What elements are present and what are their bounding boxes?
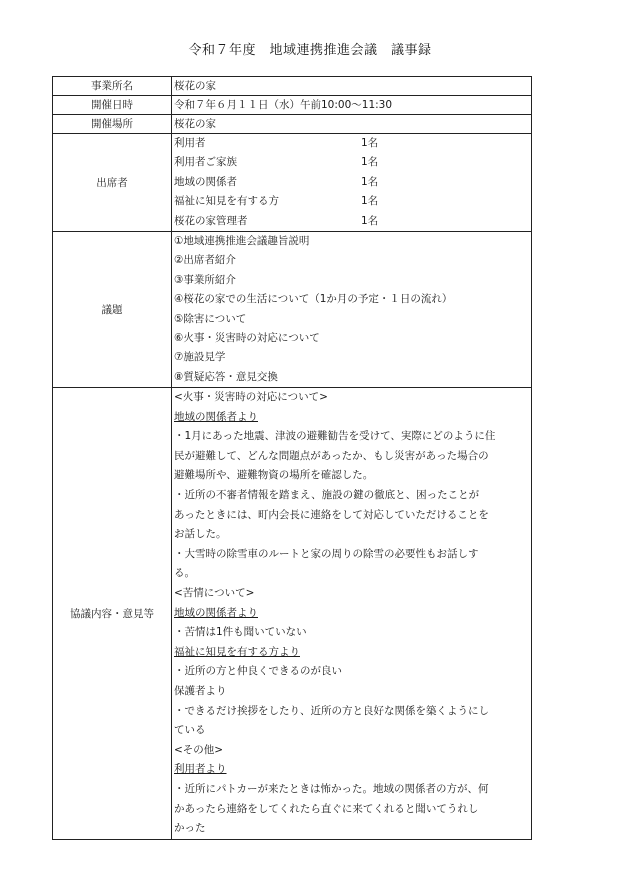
discussion-line: かった bbox=[174, 822, 206, 835]
discussion-line: ・苦情は1件も聞いていない bbox=[174, 626, 307, 639]
discussion-row bbox=[53, 388, 532, 840]
agenda-item: ④桜花の家での生活について（1か月の予定・１日の流れ） bbox=[174, 293, 453, 306]
agenda-label: 議題 bbox=[53, 231, 172, 387]
attendee-row bbox=[174, 192, 531, 211]
attendee-name: 地域の関係者 bbox=[174, 175, 237, 188]
office-row bbox=[53, 77, 532, 96]
attendee-count: 1名 bbox=[361, 137, 379, 149]
attendee-name: 利用者ご家族 bbox=[174, 156, 237, 169]
attendee-name: 桜花の家管理者 bbox=[174, 214, 248, 227]
date-value: 令和７年６月１１日（水）午前10:00～11:30 bbox=[172, 96, 532, 115]
document-title: 令和７年度 地域連携推進会議 議事録 bbox=[188, 43, 432, 58]
attendees-row bbox=[53, 134, 532, 232]
discussion-line: ている bbox=[174, 724, 206, 737]
agenda-item: ⑥火事・災害時の対応について bbox=[174, 331, 320, 344]
attendee-row bbox=[174, 212, 531, 231]
discussion-line: 民が避難して、どんな問題点があったか、もし災害があった場合の bbox=[174, 449, 489, 462]
agenda-item: ⑦施設見学 bbox=[174, 351, 226, 364]
discussion-line: かあったら連絡をしてくれたら直ぐに来てくれると聞いてうれし bbox=[174, 802, 479, 815]
agenda-item: ⑧質疑応答・意見交換 bbox=[174, 370, 278, 383]
speaker-heading: 地域の関係者より bbox=[174, 410, 258, 423]
agenda-row bbox=[53, 231, 532, 387]
discussion-line: ・大雪時の除雪車のルートと家の周りの除雪の必要性もお話しす bbox=[174, 547, 479, 560]
attendee-row bbox=[174, 173, 531, 192]
discussion-line: る。 bbox=[174, 567, 195, 580]
discussion-line: あったときには、町内会長に連絡をして対応していただけることを bbox=[174, 508, 489, 521]
attendees-list bbox=[172, 134, 532, 232]
agenda-item: ①地域連携推進会議趣旨説明 bbox=[174, 234, 310, 247]
minutes-table bbox=[52, 76, 532, 840]
discussion-line: ・できるだけ挨拶をしたり、近所の方と良好な関係を築くようにし bbox=[174, 704, 489, 717]
venue-label: 開催場所 bbox=[53, 115, 172, 134]
venue-value: 桜花の家 bbox=[172, 115, 532, 134]
speaker-heading: 福祉に知見を有する方より bbox=[174, 645, 300, 658]
agenda-item: ②出席者紹介 bbox=[174, 254, 236, 267]
discussion-line: ・近所の不審者情報を踏まえ、施設の鍵の徹底と、困ったことが bbox=[174, 489, 480, 502]
office-label: 事業所名 bbox=[53, 77, 172, 96]
attendee-name: 利用者 bbox=[174, 137, 206, 149]
agenda-list bbox=[172, 231, 532, 387]
speaker-heading: 利用者より bbox=[174, 763, 227, 776]
discussion-line: ・近所にパトカーが来たときは怖かった。地域の関係者の方が、何 bbox=[174, 782, 489, 795]
venue-row bbox=[53, 115, 532, 134]
discussion-line: お話した。 bbox=[174, 528, 227, 541]
speaker-heading: 地域の関係者より bbox=[174, 606, 258, 619]
agenda-item: ⑤除害について bbox=[174, 312, 247, 325]
agenda-item: ③事業所紹介 bbox=[174, 273, 236, 286]
date-label: 開催日時 bbox=[53, 96, 172, 115]
discussion-line: 避難場所や、避難物資の場所を確認した。 bbox=[174, 469, 374, 482]
discussion-body bbox=[172, 388, 532, 840]
attendees-label: 出席者 bbox=[53, 134, 172, 232]
attendee-count: 1名 bbox=[361, 156, 379, 169]
attendee-count: 1名 bbox=[361, 214, 379, 227]
section-heading: <その他> bbox=[174, 743, 224, 756]
section-heading: <苦情について> bbox=[174, 587, 255, 600]
section-heading: <火事・災害時の対応について> bbox=[174, 391, 328, 404]
attendee-name: 福祉に知見を有する方 bbox=[174, 195, 279, 208]
office-value: 桜花の家 bbox=[172, 77, 532, 96]
discussion-label: 協議内容・意見等 bbox=[53, 388, 172, 840]
attendee-count: 1名 bbox=[361, 175, 379, 188]
discussion-line: ・1月にあった地震、津波の避難勧告を受けて、実際にどのように住 bbox=[174, 430, 496, 443]
discussion-line: ・近所の方と仲良くできるのが良い bbox=[174, 665, 342, 678]
attendee-count: 1名 bbox=[361, 195, 379, 208]
speaker-heading: 保護者より bbox=[174, 684, 227, 697]
date-row bbox=[53, 96, 532, 115]
attendee-row bbox=[174, 134, 531, 153]
attendee-row bbox=[174, 153, 531, 172]
